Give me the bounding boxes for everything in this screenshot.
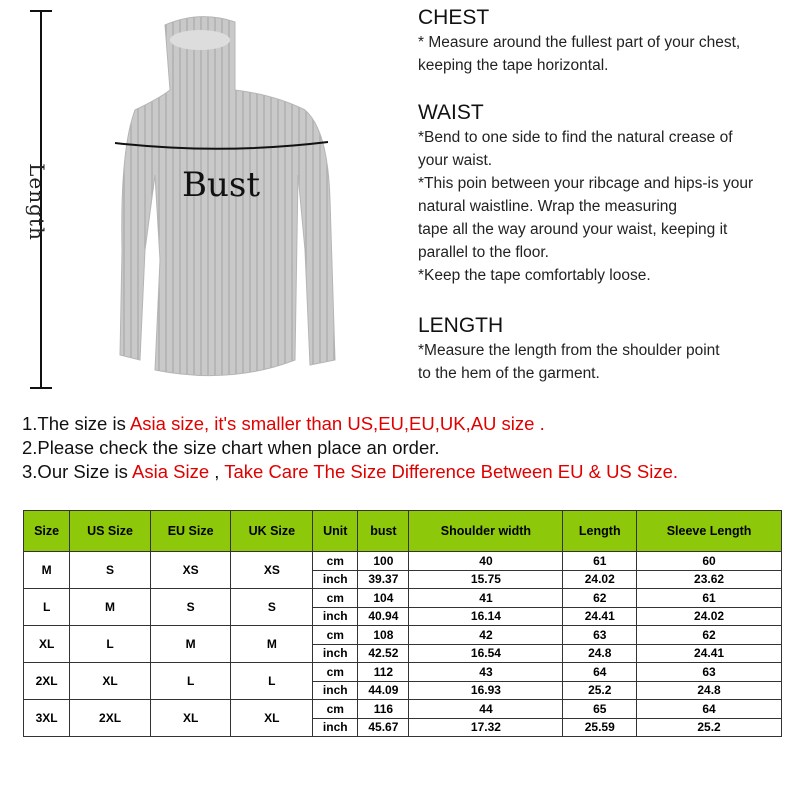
sleeve-cell: 63 — [637, 663, 782, 682]
shoulder-cell: 15.75 — [409, 570, 563, 589]
column-header: Unit — [313, 511, 358, 552]
bust-cell: 100 — [358, 552, 409, 571]
unit-cell: inch — [313, 681, 358, 700]
sleeve-cell: 62 — [637, 626, 782, 645]
unit-cell: inch — [313, 644, 358, 663]
note-text: 1.The size is — [22, 413, 130, 434]
bust-cell: 44.09 — [358, 681, 409, 700]
table-row — [24, 552, 782, 571]
column-header: US Size — [70, 511, 151, 552]
bust-label: Bust — [182, 165, 260, 205]
sleeve-cell: 24.8 — [637, 681, 782, 700]
size-chart-table — [23, 510, 782, 737]
unit-cell: inch — [313, 570, 358, 589]
size-notes — [22, 412, 678, 484]
eu-size-cell: L — [150, 663, 231, 700]
us-size-cell: M — [70, 589, 151, 626]
note-3 — [22, 460, 678, 484]
bust-cell: 104 — [358, 589, 409, 608]
guide-line: *Measure the length from the shoulder point — [418, 342, 720, 359]
us-size-cell: L — [70, 626, 151, 663]
shoulder-cell: 43 — [409, 663, 563, 682]
table-row — [24, 589, 782, 608]
shoulder-cell: 42 — [409, 626, 563, 645]
bust-cell: 45.67 — [358, 718, 409, 737]
length-cell: 24.02 — [563, 570, 637, 589]
bust-cell: 112 — [358, 663, 409, 682]
length-cell: 25.59 — [563, 718, 637, 737]
table-header-row — [24, 511, 782, 552]
unit-cell: inch — [313, 718, 358, 737]
bust-cell: 108 — [358, 626, 409, 645]
guide-line: *Keep the tape comfortably loose. — [418, 267, 651, 284]
length-cell: 61 — [563, 552, 637, 571]
guide-line: *This poin between your ribcage and hips-is your — [418, 175, 754, 192]
uk-size-cell: L — [231, 663, 313, 700]
chest-guide — [418, 5, 798, 77]
length-cell: 25.2 — [563, 681, 637, 700]
unit-cell: cm — [313, 663, 358, 682]
size-cell: 2XL — [24, 663, 70, 700]
shoulder-cell: 16.93 — [409, 681, 563, 700]
shoulder-cell: 16.14 — [409, 607, 563, 626]
guide-line: tape all the way around your waist, keeping it — [418, 221, 728, 238]
length-label: Length — [24, 163, 49, 241]
sleeve-cell: 60 — [637, 552, 782, 571]
length-cell: 63 — [563, 626, 637, 645]
guide-line: *Bend to one side to find the natural crease of — [418, 129, 733, 146]
uk-size-cell: XS — [231, 552, 313, 589]
eu-size-cell: S — [150, 589, 231, 626]
sleeve-cell: 24.41 — [637, 644, 782, 663]
length-bottom-tick — [30, 387, 52, 389]
note-highlight: Asia Size — [132, 461, 210, 482]
unit-cell: cm — [313, 589, 358, 608]
unit-cell: cm — [313, 700, 358, 719]
guide-line: * Measure around the fullest part of your chest, — [418, 34, 741, 51]
note-highlight: Take Care The Size Difference Between EU & US Size. — [224, 461, 679, 482]
column-header: Size — [24, 511, 70, 552]
length-cell: 64 — [563, 663, 637, 682]
note-1 — [22, 412, 678, 436]
column-header: Sleeve Length — [637, 511, 782, 552]
uk-size-cell: S — [231, 589, 313, 626]
column-header: UK Size — [231, 511, 313, 552]
unit-cell: cm — [313, 552, 358, 571]
length-cell: 24.8 — [563, 644, 637, 663]
shoulder-cell: 17.32 — [409, 718, 563, 737]
column-header: Shoulder width — [409, 511, 563, 552]
bust-cell: 116 — [358, 700, 409, 719]
size-cell: XL — [24, 626, 70, 663]
waist-guide — [418, 100, 798, 287]
eu-size-cell: M — [150, 626, 231, 663]
size-cell: L — [24, 589, 70, 626]
guide-line: to the hem of the garment. — [418, 365, 600, 382]
bust-cell: 39.37 — [358, 570, 409, 589]
guide-line: keeping the tape horizontal. — [418, 57, 609, 74]
guide-line: natural waistline. Wrap the measuring — [418, 198, 678, 215]
column-header: EU Size — [150, 511, 231, 552]
length-top-tick — [30, 10, 52, 12]
eu-size-cell: XL — [150, 700, 231, 737]
column-header: bust — [358, 511, 409, 552]
chest-title: CHEST — [418, 6, 490, 29]
sleeve-cell: 23.62 — [637, 570, 782, 589]
us-size-cell: XL — [70, 663, 151, 700]
size-cell: M — [24, 552, 70, 589]
note-text: 3.Our Size is — [22, 461, 133, 482]
length-cell: 62 — [563, 589, 637, 608]
column-header: Length — [563, 511, 637, 552]
uk-size-cell: M — [231, 626, 313, 663]
unit-cell: inch — [313, 607, 358, 626]
sleeve-cell: 64 — [637, 700, 782, 719]
table-row — [24, 626, 782, 645]
uk-size-cell: XL — [231, 700, 313, 737]
note-text: , — [209, 461, 225, 482]
length-guide — [418, 313, 798, 385]
unit-cell: cm — [313, 626, 358, 645]
bust-cell: 40.94 — [358, 607, 409, 626]
bust-cell: 42.52 — [358, 644, 409, 663]
us-size-cell: 2XL — [70, 700, 151, 737]
sleeve-cell: 25.2 — [637, 718, 782, 737]
sleeve-cell: 61 — [637, 589, 782, 608]
guide-line: your waist. — [418, 152, 493, 169]
note-highlight: Asia size, it's smaller than US,EU,EU,UK,AU size . — [129, 413, 545, 434]
length-title: LENGTH — [418, 314, 504, 337]
table-row — [24, 700, 782, 719]
sleeve-cell: 24.02 — [637, 607, 782, 626]
guide-line: parallel to the floor. — [418, 244, 549, 261]
us-size-cell: S — [70, 552, 151, 589]
note-2: 2.Please check the size chart when place an order. — [22, 437, 440, 458]
size-cell: 3XL — [24, 700, 70, 737]
shoulder-cell: 44 — [409, 700, 563, 719]
length-cell: 65 — [563, 700, 637, 719]
waist-title: WAIST — [418, 101, 484, 124]
shoulder-cell: 16.54 — [409, 644, 563, 663]
table-row — [24, 663, 782, 682]
shoulder-cell: 40 — [409, 552, 563, 571]
shoulder-cell: 41 — [409, 589, 563, 608]
length-cell: 24.41 — [563, 607, 637, 626]
eu-size-cell: XS — [150, 552, 231, 589]
